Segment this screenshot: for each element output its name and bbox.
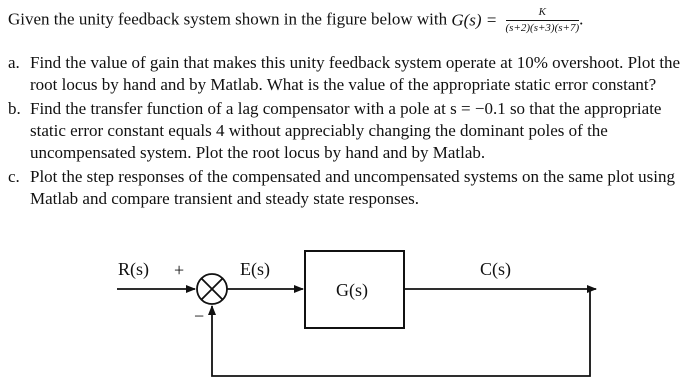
- intro-text: Given the unity feedback system shown in the figure below with: [8, 9, 448, 29]
- output-label: C(s): [480, 259, 511, 279]
- part-c-text: Plot the step responses of the compensated and uncompensated systems on the same plot using Matlab and compare transient and steady state responses.: [30, 167, 675, 208]
- fraction-denominator: (s+2)(s+3)(s+7): [505, 22, 580, 34]
- transfer-function-lhs: G(s) =: [451, 10, 498, 30]
- part-b: [8, 98, 698, 164]
- part-a: [8, 52, 698, 96]
- plus-sign: +: [174, 260, 185, 280]
- part-b-text: Find the transfer function of a lag compensator with a pole at s = −0.1 so that the appropriate static error constant equals 4 without appreciably changing the dominant poles of the uncompensated system. Plot the root locus by hand and by Matlab.: [30, 99, 662, 162]
- part-a-marker: a.: [8, 53, 20, 72]
- problem-statement: [8, 6, 583, 35]
- part-b-marker: b.: [8, 99, 21, 118]
- block-label: G(s): [336, 280, 368, 300]
- fraction-numerator: K: [506, 6, 580, 21]
- part-c: [8, 166, 698, 210]
- title-period: .: [579, 9, 584, 29]
- block-diagram-svg: [0, 248, 700, 385]
- error-label: E(s): [240, 259, 270, 279]
- part-a-text: Find the value of gain that makes this unity feedback system operate at 10% overshoot. Plot the root locus by hand and by Matlab. What is the value of the appropriate static error constant?: [30, 53, 681, 94]
- transfer-function-fraction: [506, 6, 580, 35]
- block-diagram: [0, 248, 700, 385]
- part-c-marker: c.: [8, 167, 20, 186]
- minus-sign: −: [194, 306, 205, 326]
- summing-junction: [197, 274, 227, 304]
- problem-parts-list: [8, 52, 698, 212]
- input-label: R(s): [118, 259, 149, 279]
